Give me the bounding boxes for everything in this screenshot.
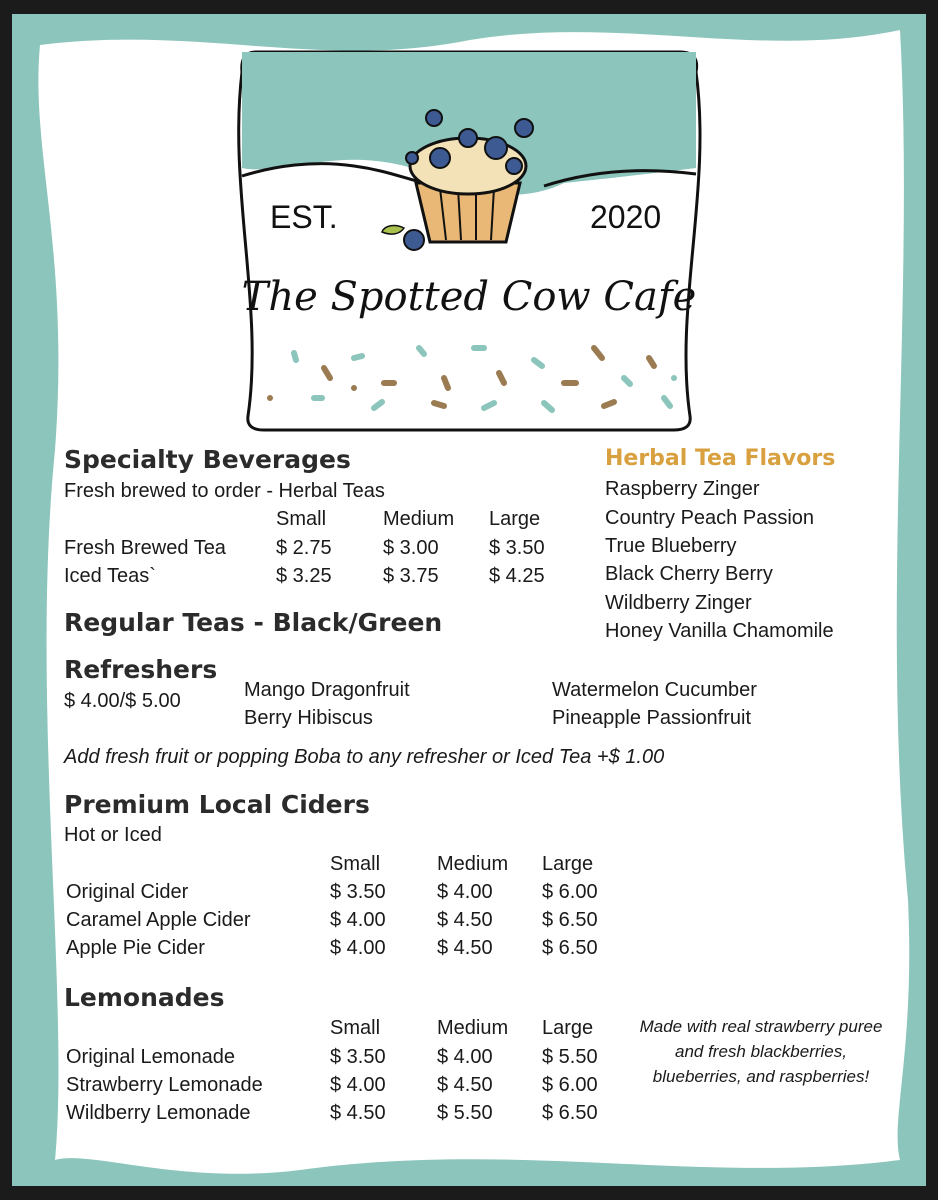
lemonade-item-price: $ 6.00 <box>542 1074 598 1096</box>
lemonade-item-name: Strawberry Lemonade <box>66 1074 263 1096</box>
specialty-subtitle: Fresh brewed to order - Herbal Teas <box>64 480 385 502</box>
lemonade-item-price: $ 3.50 <box>330 1046 386 1068</box>
herbal-flavor: True Blueberry <box>605 535 737 557</box>
refresher-flavor: Mango Dragonfruit <box>244 679 410 701</box>
specialty-size-medium: Medium <box>383 508 455 530</box>
specialty-item-price: $ 3.75 <box>383 565 439 587</box>
ciders-subtitle: Hot or Iced <box>64 824 162 846</box>
lemonade-item-price: $ 4.00 <box>437 1046 493 1068</box>
cider-item-price: $ 4.00 <box>330 909 386 931</box>
lemonade-item-price: $ 4.50 <box>437 1074 493 1096</box>
cider-item-price: $ 6.50 <box>542 937 598 959</box>
lemonades-size-large: Large <box>542 1017 594 1039</box>
herbal-flavor: Raspberry Zinger <box>605 478 760 500</box>
specialty-item-price: $ 3.00 <box>383 537 439 559</box>
herbal-flavor: Wildberry Zinger <box>605 592 752 614</box>
herbal-flavor: Black Cherry Berry <box>605 563 773 585</box>
cider-item-name: Apple Pie Cider <box>66 937 205 959</box>
ciders-size-small: Small <box>330 853 381 875</box>
herbal-flavor: Honey Vanilla Chamomile <box>605 620 834 642</box>
lemonades-title: Lemonades <box>64 983 225 1012</box>
specialty-title: Specialty Beverages <box>64 445 351 474</box>
lemonade-item-name: Wildberry Lemonade <box>66 1102 251 1124</box>
lemonade-item-price: $ 4.00 <box>330 1074 386 1096</box>
ciders-title: Premium Local Ciders <box>64 790 370 819</box>
refreshers-title: Refreshers <box>64 655 218 684</box>
specialty-size-small: Small <box>276 508 327 530</box>
cafe-logo <box>234 48 704 434</box>
cider-item-price: $ 4.50 <box>437 909 493 931</box>
specialty-item-price: $ 3.25 <box>276 565 332 587</box>
logo-year: 2020 <box>590 199 662 235</box>
herbal-flavor: Country Peach Passion <box>605 507 815 529</box>
cider-item-price: $ 4.00 <box>437 881 493 903</box>
logo-cafe-name: The Spotted Cow Cafe <box>241 274 697 320</box>
lemonades-size-medium: Medium <box>437 1017 509 1039</box>
logo-est-label: EST. <box>270 199 338 235</box>
lemonade-item-price: $ 6.50 <box>542 1102 598 1124</box>
lemonade-item-price: $ 5.50 <box>542 1046 598 1068</box>
cider-item-price: $ 6.00 <box>542 881 598 903</box>
logo-badge <box>234 48 704 434</box>
lemonades-size-small: Small <box>330 1017 381 1039</box>
specialty-item-name: Iced Teas` <box>64 565 156 587</box>
ciders-size-large: Large <box>542 853 594 875</box>
cider-item-price: $ 6.50 <box>542 909 598 931</box>
refresher-flavor: Berry Hibiscus <box>244 707 373 729</box>
lemonade-item-price: $ 5.50 <box>437 1102 493 1124</box>
specialty-item-name: Fresh Brewed Tea <box>64 537 226 559</box>
lemonade-item-price: $ 4.50 <box>330 1102 386 1124</box>
lemonade-note: Made with real strawberry puree and fresh blackberries, blueberries, and raspberries! <box>639 1017 883 1086</box>
ciders-size-medium: Medium <box>437 853 509 875</box>
refresher-flavor: Pineapple Passionfruit <box>552 707 752 729</box>
cider-item-name: Original Cider <box>66 881 189 903</box>
cider-item-price: $ 4.50 <box>437 937 493 959</box>
cider-item-price: $ 4.00 <box>330 937 386 959</box>
specialty-item-price: $ 4.25 <box>489 565 545 587</box>
specialty-item-price: $ 2.75 <box>276 537 332 559</box>
refresher-addon-note: Add fresh fruit or popping Boba to any refresher or Iced Tea +$ 1.00 <box>64 746 665 768</box>
specialty-item-price: $ 3.50 <box>489 537 545 559</box>
lemonade-item-name: Original Lemonade <box>66 1046 235 1068</box>
refreshers-price: $ 4.00/$ 5.00 <box>64 690 181 712</box>
regular-teas-title: Regular Teas - Black/Green <box>64 608 443 637</box>
cider-item-name: Caramel Apple Cider <box>66 909 251 931</box>
herbal-title: Herbal Tea Flavors <box>605 446 836 471</box>
refresher-flavor: Watermelon Cucumber <box>552 679 757 701</box>
specialty-size-large: Large <box>489 508 541 530</box>
cider-item-price: $ 3.50 <box>330 881 386 903</box>
